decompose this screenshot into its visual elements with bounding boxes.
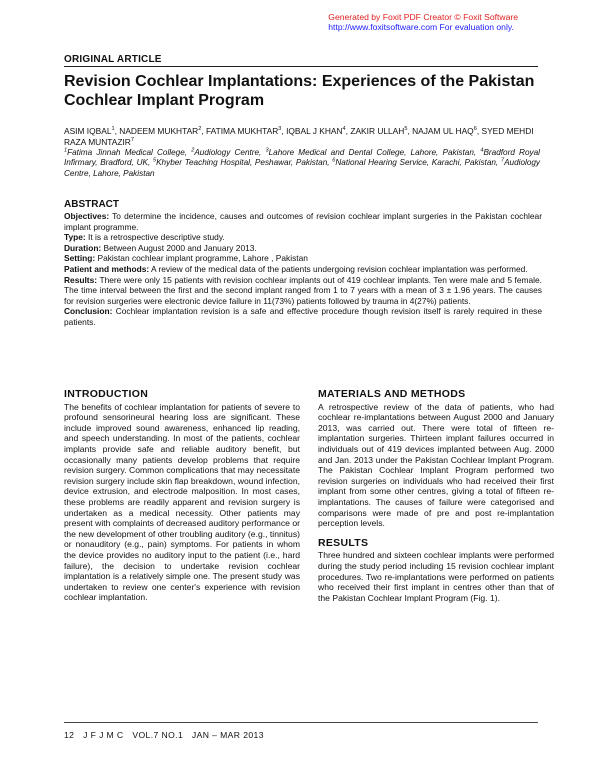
journal-name: J F J M C — [83, 730, 124, 740]
affiliation-mark: 1 — [64, 147, 68, 154]
affiliation-list — [64, 148, 540, 179]
page-number: 12 — [64, 730, 75, 740]
author-name: ASIM IQBAL$^1$ — [64, 126, 115, 136]
watermark-line1: Generated by Foxit PDF Creator © Foxit Software — [328, 12, 518, 22]
author-name: NADEEM MUKHTAR$^2$ — [119, 126, 202, 136]
author-affiliation-mark: 3 — [278, 126, 282, 133]
affiliation-text: Khyber Teaching Hospital, Peshawar, Pakistan, — [156, 158, 330, 168]
author-affiliation-mark: 2 — [198, 126, 202, 133]
author-name: FATIMA MUKHTAR$^3$ — [206, 126, 282, 136]
author-affiliation-mark: 4 — [342, 126, 346, 133]
article-title: Revision Cochlear Implantations: Experiences of the Pakistan Cochlear Implant Program — [64, 73, 535, 109]
affiliation-mark: 2 — [191, 147, 195, 154]
author-affiliation-mark: 7 — [130, 136, 134, 143]
affiliation-mark: 7 — [500, 157, 505, 164]
affiliation-text: Lahore Medical and Dental College, Lahore, Pakistan, — [268, 148, 477, 157]
watermark-line2[interactable]: http://www.foxitsoftware.com For evaluation only. — [328, 22, 514, 32]
article-type: ORIGINAL ARTICLE — [64, 54, 162, 65]
abstract-duration: Duration: Between August 2000 and January 2013. — [64, 242, 257, 253]
right-column — [318, 389, 554, 603]
journal-volume: VOL.7 NO.1 — [132, 730, 184, 740]
author-name: ZAKIR ULLAH$^5$ — [350, 126, 408, 136]
abstract-methods: Patient and methods: A review of the medical data of the patients undergoing revision cochlear implantation was performed. — [64, 263, 528, 274]
affiliation-mark: 6 — [332, 157, 336, 164]
abstract-heading: ABSTRACT — [64, 199, 119, 210]
abstract-type: Type: It is a retrospective descriptive study. — [64, 232, 225, 243]
methods-heading: MATERIALS AND METHODS — [318, 388, 466, 400]
abstract-results: Results: There were only 15 patients with revision cochlear implants out of 419 cochlear implants. Ten were male and 5 female. The time interval between the first and the second implant ranged from 1 to 7 years with a mean of 3 ± 1.96 years. The causes for revision surgeries were electronic device failure in 11(73%) patients followed by trauma in 4(27%) patients. — [64, 274, 542, 306]
affiliation-text: Audiology Centre, — [194, 148, 262, 157]
introduction-text: The benefits of cochlear implantation for patients of severe to profound sensorineural hearing loss are significant. These include improved sound awareness, enhanced lip reading, and speech understanding. In most of the patients, cochlear implants provide safe and reliable auditory benefit, but occasionally many patients develop problems that require revision surgery. Common complications that may necessitate revision surgery include skin flap breakdown, wound infection, device extrusion, and electrode malposition. In most cases, these problems are readily apparent and revision surgery is undertaken as a medical necessity. Other patients may present with complaints of decreased auditory performance or the new development of other troubling auditory (e.g., tinnitus) or nonauditory (e.g., pain) symptoms. For patients in whom the device provides no auditory input to the patient (i.e., hard failure), the decision to undertake revision cochlear implantation is a relatively simple one. The present study was undertaken to review one center's experience with revision cochlear implantation. — [64, 401, 300, 603]
results-heading: RESULTS — [318, 536, 369, 549]
affiliation-text: Audiology Centre, Lahore, Pakistan — [64, 158, 541, 178]
author-name: SYED MEHDI RAZA MUNTAZIR$^7$ — [64, 126, 534, 147]
abstract-setting: Setting: Pakistan cochlear implant programme, Lahore , Pakistan — [64, 253, 308, 264]
abstract-conclusion: Conclusion: Cochlear implantation revision is a safe and effective procedure though revision itself is rarely required in these patients. — [64, 306, 542, 327]
author-affiliation-mark: 5 — [404, 126, 408, 133]
affiliation-mark: 5 — [152, 157, 157, 164]
affiliation-mark: 4 — [480, 147, 484, 154]
abstract-objectives: Objectives: To determine the incidence, causes and outcomes of revision cochlear implant surgeries in the Pakistan cochlear implant programme. — [64, 211, 542, 232]
introduction-heading: INTRODUCTION — [64, 388, 149, 400]
author-affiliation-mark: 1 — [111, 126, 115, 133]
page-footer — [64, 730, 264, 740]
author-list: ASIM IQBAL$^1$, NADEEM MUKHTAR$^2$, FATIMA MUKHTAR$^3$, IQBAL J KHAN$^4$, ZAKIR ULLAH$^5$, NAJAM UL HAQ$^6$, SYED MEHDI RAZA MUNTAZIR$^7$ — [64, 126, 534, 147]
author-name: IQBAL J KHAN$^4$ — [286, 126, 346, 136]
affiliation-text: Bradford Royal Infirmary, Bradford, UK, — [64, 148, 540, 168]
footer-divider — [64, 722, 538, 723]
abstract-body — [64, 211, 542, 328]
author-affiliation-mark: 6 — [473, 126, 477, 133]
author-name: NAJAM UL HAQ$^6$ — [412, 126, 477, 136]
affiliation-mark: 3 — [265, 147, 269, 154]
results-text: Three hundred and sixteen cochlear implants were performed during the study period including 15 revision cochlear implant procedures. Two re-implantations were performed on patients who received their first implant in centres other than that of the Pakistan Cochlear Implant Program (Fig. 1). — [318, 550, 554, 603]
methods-text: A retrospective review of the data of patients, who had cochlear re-implantations between August 2000 and January 2013, was carried out. There were total of fifteen re-implantation surgeries. Thirteen implant failures occurred in individuals out of 419 devices implanted between Aug. 2000 and Jan. 2013 under the Pakistan Cochlear Implant Program. The Pakistan Cochlear Implant Program performed two revision surgeries on individuals who had received their first implant from some other centres, giving a total of fifteen re-implantations. The causes of failure were categorised and comparisons were made of pre and post re-implantation perception levels. — [318, 401, 554, 529]
foxit-watermark — [328, 12, 518, 32]
affiliation-text: Fatima Jinnah Medical College, — [67, 148, 188, 157]
journal-date: JAN – MAR 2013 — [191, 730, 264, 740]
left-column — [64, 389, 300, 603]
affiliation-text: National Hearing Service, Karachi, Pakistan, — [335, 158, 499, 168]
header-divider — [64, 66, 538, 67]
